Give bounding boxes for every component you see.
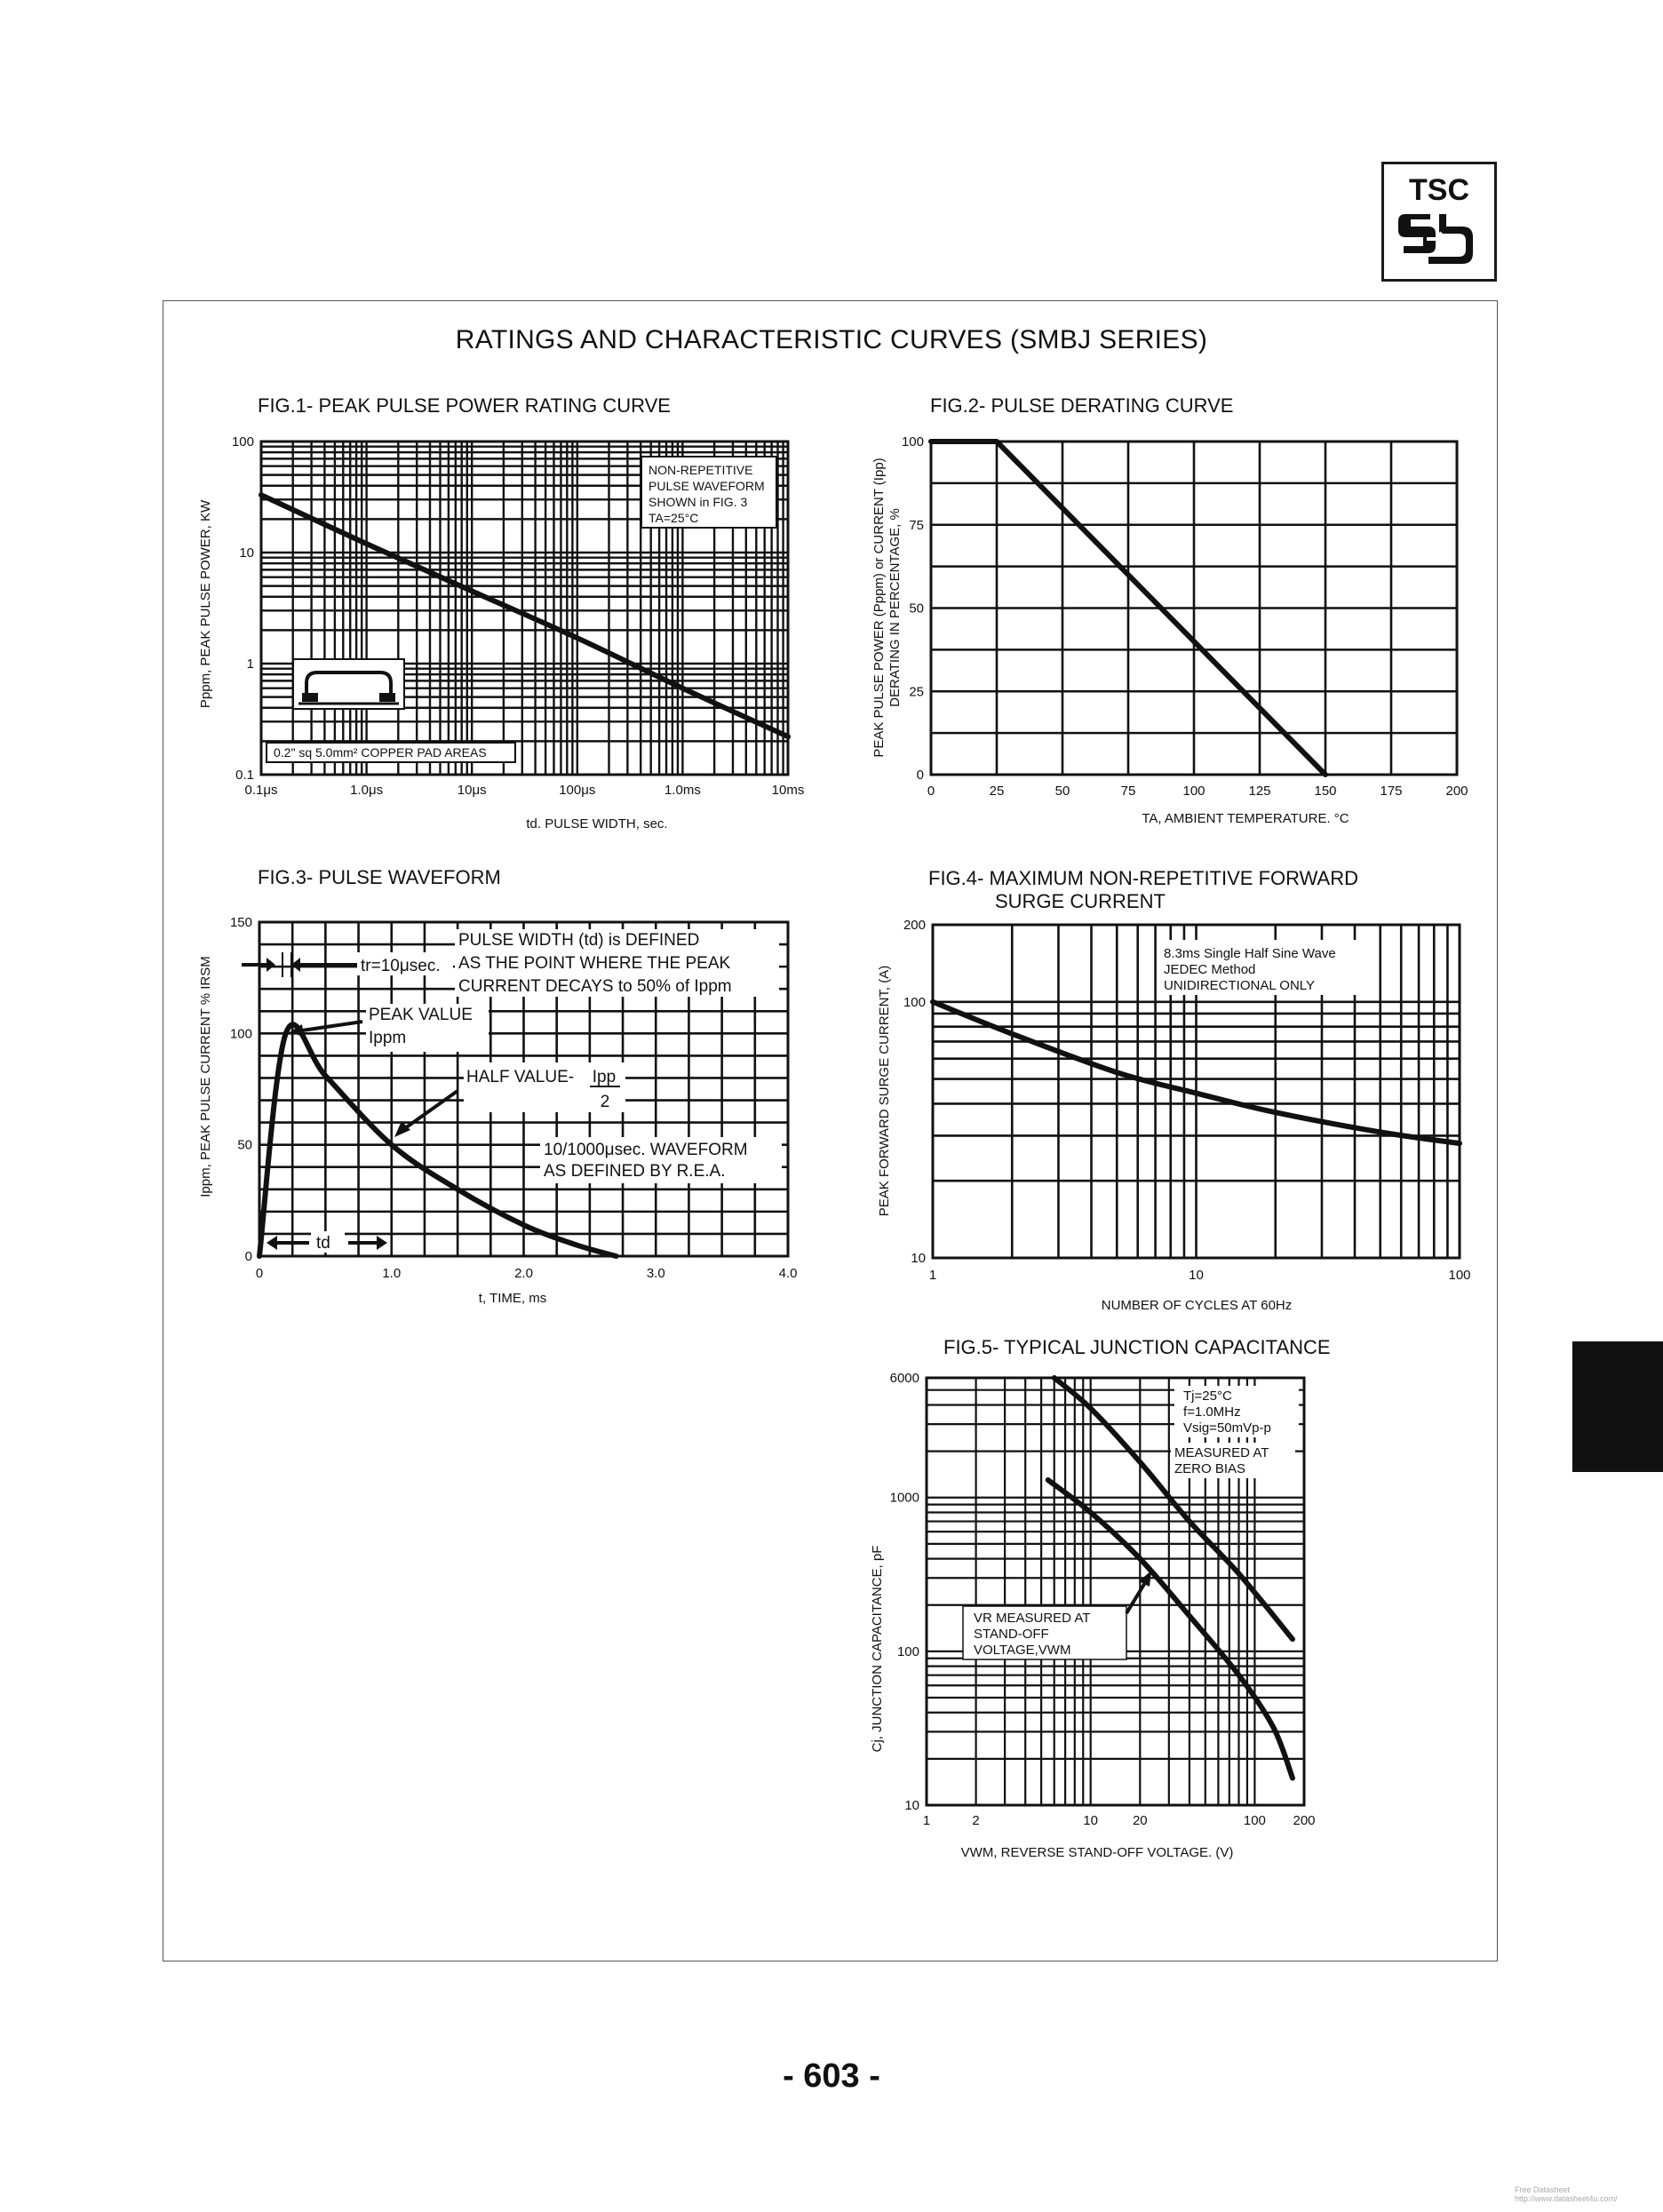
fig5-x-tick-label: 2	[972, 1813, 980, 1828]
fig1-annotation-line: PULSE WAVEFORM	[648, 479, 765, 493]
fig4-annotation-line: UNIDIRECTIONAL ONLY	[1164, 978, 1316, 993]
fig2-x-tick-label: 125	[1248, 784, 1271, 799]
fig5-condition-line: Vsig=50mVp-p	[1183, 1420, 1271, 1436]
fig1-y-label: Pppm, PEAK PULSE POWER, KW	[198, 499, 213, 709]
fig2-y-label: PEAK PULSE POWER (Pppm) or CURRENT (Ipp)	[871, 458, 887, 758]
fig1-annotation-line: SHOWN in FIG. 3	[648, 495, 748, 509]
fig3-waveform-line: AS DEFINED BY R.E.A.	[544, 1162, 726, 1181]
fig3-td-label: td	[316, 1234, 330, 1253]
fig2-y-tick-label: 0	[916, 768, 924, 783]
fig3-pulse-waveform	[198, 866, 797, 1306]
fig2-x-tick-label: 25	[989, 784, 1005, 799]
fig1-annotation-line: NON-REPETITIVE	[648, 463, 753, 477]
fig2-x-tick-label: 75	[1120, 784, 1136, 799]
fig1-x-tick-label: 0.1μs	[244, 783, 278, 798]
fig1-y-tick-label: 1	[246, 656, 254, 672]
fig5-grid	[927, 1378, 1304, 1805]
fig4-y-tick-label: 100	[903, 994, 926, 1010]
fig4-title: FIG.4- MAXIMUM NON-REPETITIVE FORWARD	[928, 867, 1359, 889]
fig4-y-label: PEAK FORWARD SURGE CURRENT, (A)	[877, 965, 892, 1217]
logo-text: TSC	[1409, 173, 1469, 207]
fig3-x-tick-label: 1.0	[382, 1266, 402, 1281]
fig5-zero-bias-note	[1171, 1443, 1295, 1478]
fig3-title: FIG.3- PULSE WAVEFORM	[258, 866, 501, 888]
fig3-x-tick-label: 3.0	[646, 1266, 665, 1281]
fig2-x-tick-label: 0	[927, 784, 935, 799]
fig2-x-tick-label: 200	[1445, 784, 1468, 799]
fig5-x-tick-label: 10	[1083, 1813, 1099, 1828]
fig3-note-line: PULSE WIDTH (td) is DEFINED	[458, 931, 700, 950]
fig3-waveform-line: 10/1000μsec. WAVEFORM	[544, 1141, 748, 1159]
fig3-y-tick-label: 0	[244, 1249, 252, 1264]
page-title: RATINGS AND CHARACTERISTIC CURVES (SMBJ SERIES)	[455, 325, 1208, 354]
fig5-junction-capacitance	[870, 1336, 1331, 1860]
fig4-y-tick-label: 200	[903, 918, 926, 933]
fig3-half-num: Ipp	[592, 1068, 617, 1086]
fig2-y-tick-label: 50	[909, 601, 924, 617]
fig2-y-tick-label: 100	[901, 434, 924, 450]
fig5-standoff-note	[963, 1571, 1151, 1659]
fig5-y-tick-label: 10	[904, 1798, 919, 1813]
fig4-x-tick-label: 1	[928, 1268, 937, 1283]
fig5-x-label: VWM, REVERSE STAND-OFF VOLTAGE. (V)	[960, 1845, 1234, 1860]
fig1-x-label: td. PULSE WIDTH, sec.	[526, 816, 668, 831]
fig5-standoff-line: STAND-OFF	[974, 1627, 1049, 1642]
fig5-condition-line: f=1.0MHz	[1183, 1404, 1241, 1420]
fig4-x-label: NUMBER OF CYCLES AT 60Hz	[1101, 1298, 1293, 1313]
fig5-y-label: Cj, JUNCTION CAPACITANCE, pF	[870, 1545, 885, 1753]
fig3-tr-note	[242, 952, 453, 977]
fig5-zero-bias-line: MEASURED AT	[1174, 1445, 1269, 1460]
fig5-y-tick-label: 6000	[889, 1371, 919, 1386]
fig1-pad-diagram	[293, 659, 404, 709]
fig3-peak-line: PEAK VALUE	[369, 1006, 473, 1024]
fig5-x-tick-label: 20	[1132, 1813, 1148, 1828]
fig3-peak-line: Ippm	[369, 1029, 407, 1047]
fig2-grid	[931, 442, 1457, 775]
fig3-x-tick-label: 0	[255, 1266, 264, 1281]
fig3-half-label: HALF VALUE-	[466, 1068, 575, 1086]
fig2-x-tick-label: 175	[1380, 784, 1403, 799]
fig2-y-tick-label: 25	[909, 684, 924, 700]
fig3-x-label: t, TIME, ms	[478, 1291, 547, 1306]
fig2-x-tick-label: 150	[1314, 784, 1337, 799]
fig1-pad-note-text: 0.2" sq 5.0mm² COPPER PAD AREAS	[274, 745, 487, 760]
fig4-x-tick-label: 100	[1448, 1268, 1471, 1283]
fig5-standoff-line: VR MEASURED AT	[974, 1611, 1091, 1626]
fig1-pad-note	[267, 743, 515, 762]
fig4-forward-surge-current	[877, 867, 1471, 1313]
fig5-x-tick-label: 200	[1293, 1813, 1316, 1828]
fig1-x-tick-label: 1.0ms	[664, 783, 701, 798]
fig1-title: FIG.1- PEAK PULSE POWER RATING CURVE	[258, 394, 671, 417]
fig5-title: FIG.5- TYPICAL JUNCTION CAPACITANCE	[943, 1336, 1331, 1358]
fig5-standoff-line: VOLTAGE,VWM	[974, 1643, 1071, 1658]
fig1-x-tick-label: 1.0μs	[350, 783, 384, 798]
page-number: - 603 -	[783, 2057, 880, 2095]
fig2-title: FIG.2- PULSE DERATING CURVE	[930, 394, 1234, 417]
fig3-note-line: CURRENT DECAYS to 50% of Ippm	[458, 977, 732, 996]
fig5-condition-line: Tj=25°C	[1183, 1388, 1232, 1404]
fig1-annotation-box	[641, 457, 776, 528]
fig5-x-tick-label: 1	[922, 1813, 931, 1828]
fig5-x-tick-label: 100	[1243, 1813, 1266, 1828]
fig2-x-label: TA, AMBIENT TEMPERATURE. °C	[1142, 811, 1349, 826]
fig3-y-tick-label: 150	[229, 915, 252, 930]
fig3-pulse-width-note	[455, 929, 779, 997]
fig4-x-tick-label: 10	[1189, 1268, 1204, 1283]
fig4-annotation-box	[1160, 940, 1366, 995]
fig1-y-tick-label: 0.1	[235, 768, 254, 783]
fig3-x-tick-label: 2.0	[514, 1266, 533, 1281]
fig1-x-tick-label: 10ms	[771, 783, 805, 798]
fig2-x-tick-label: 100	[1182, 784, 1205, 799]
fig3-note-line: AS THE POINT WHERE THE PEAK	[458, 954, 731, 973]
fig2-pulse-derating	[871, 394, 1468, 826]
fig5-y-tick-label: 100	[896, 1643, 919, 1659]
fig3-y-tick-label: 50	[237, 1137, 252, 1153]
fig3-y-tick-label: 100	[229, 1026, 252, 1042]
fig3-waveform-note	[540, 1137, 782, 1183]
fig1-peak-pulse-power	[198, 394, 804, 831]
fig2-y-label-2: DERATING IN PERCENTAGE, %	[887, 508, 903, 707]
fig5-conditions-box	[1174, 1386, 1299, 1437]
fig3-x-tick-label: 4.0	[778, 1266, 798, 1281]
fig2-y-tick-label: 75	[909, 517, 924, 533]
fig1-x-tick-label: 100μs	[559, 783, 596, 798]
fig3-y-label: Ippm, PEAK PULSE CURRENT % IRSM	[198, 956, 213, 1198]
fig3-half-den: 2	[600, 1093, 610, 1111]
fig1-x-tick-label: 10μs	[457, 783, 487, 798]
fig1-annotation-line: TA=25°C	[648, 511, 699, 525]
fig1-y-tick-label: 10	[239, 545, 254, 561]
fig4-annotation-line: JEDEC Method	[1164, 962, 1256, 977]
fig4-y-tick-label: 10	[911, 1251, 926, 1266]
fig1-y-tick-label: 100	[231, 434, 254, 450]
footer-note: Free Datasheet http://www.datasheet4u.com/	[1515, 2185, 1618, 2203]
fig4-annotation-line: 8.3ms Single Half Sine Wave	[1164, 946, 1336, 961]
fig5-zero-bias-line: ZERO BIAS	[1174, 1461, 1246, 1476]
fig2-x-tick-label: 50	[1054, 784, 1070, 799]
fig2-ticks	[902, 434, 1468, 799]
fig5-y-tick-label: 1000	[889, 1490, 919, 1506]
fig4-title-2: SURGE CURRENT	[995, 890, 1166, 912]
fig3-tr-label: tr=10μsec.	[361, 957, 441, 975]
